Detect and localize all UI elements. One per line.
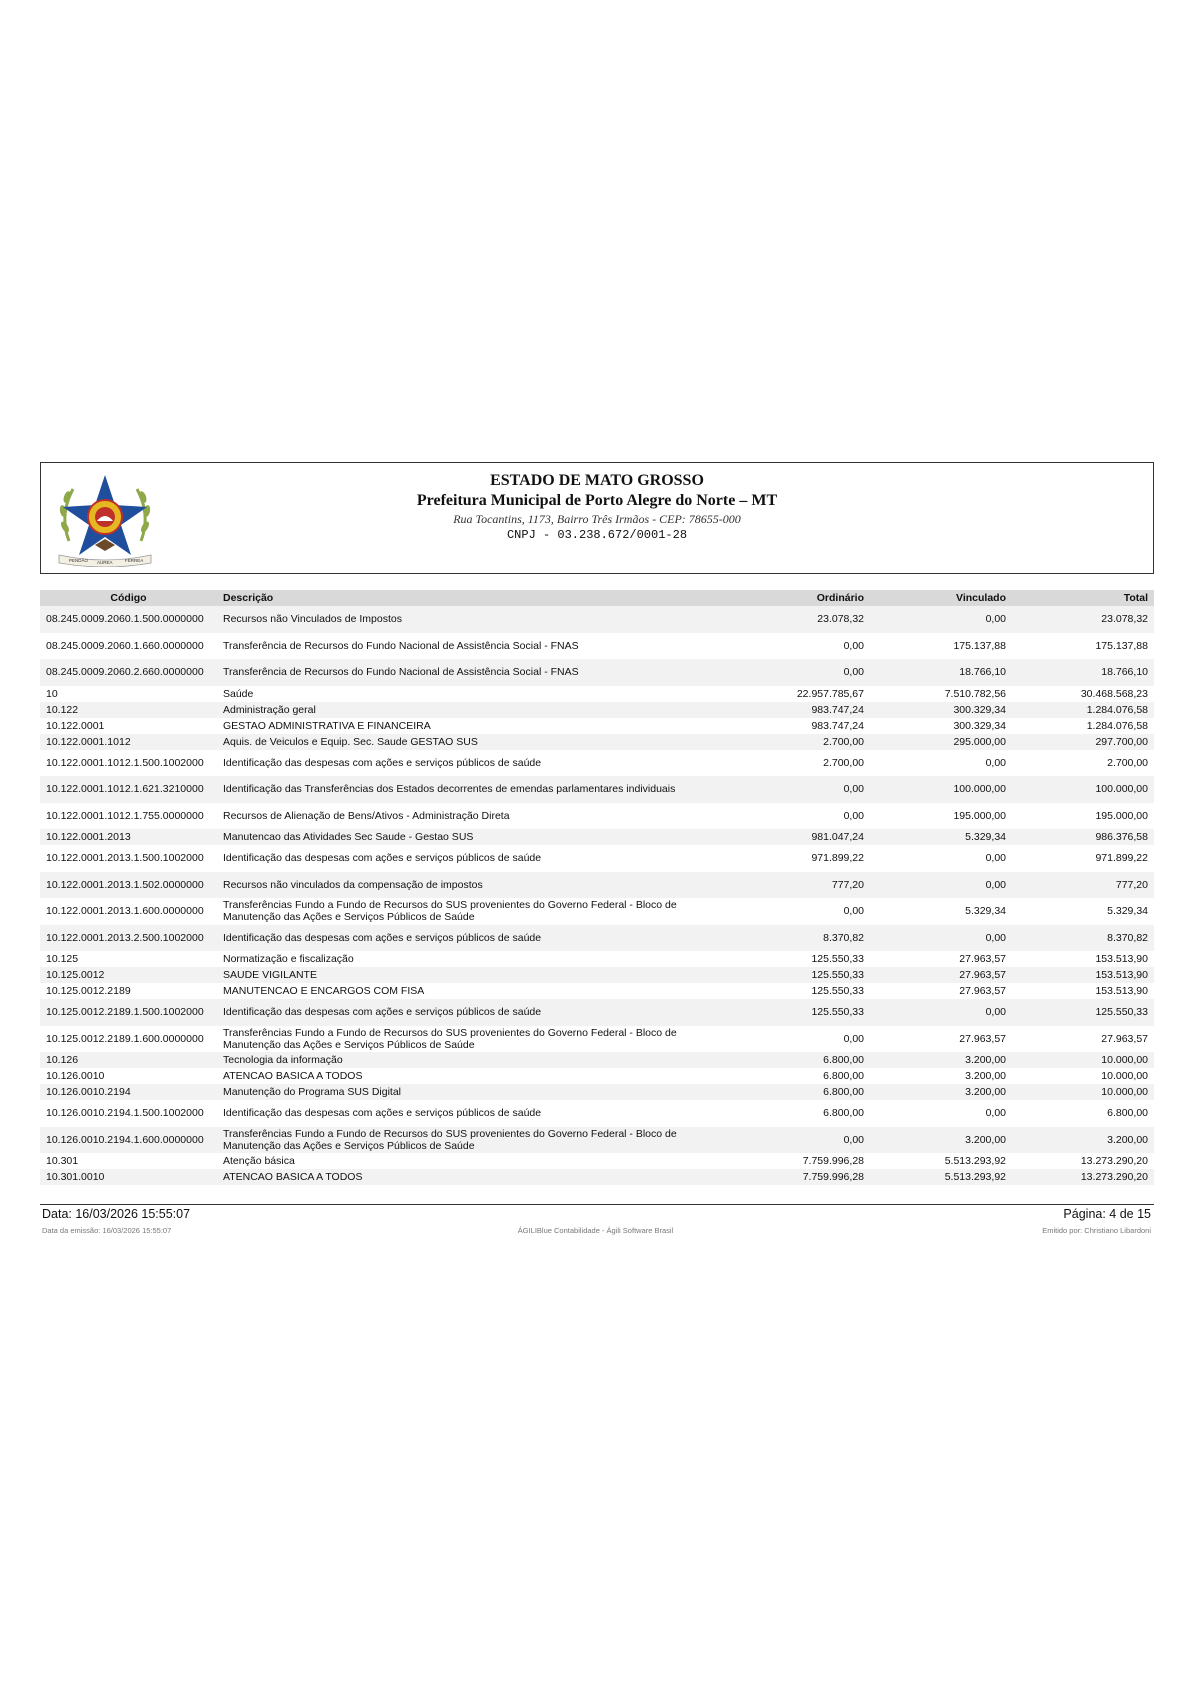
column-header-ordinario: Ordinário (728, 590, 870, 606)
cell-total: 10.000,00 (1012, 1084, 1154, 1100)
cell-code: 08.245.0009.2060.1.500.0000000 (40, 606, 217, 633)
description-line: Transferências Fundo a Fundo de Recursos do SUS provenientes do Governo Federal - Bloco de (223, 1127, 677, 1140)
description-line: Recursos de Alienação de Bens/Ativos - Administração Direta (223, 809, 510, 822)
emission-date: Data da emissão: 16/03/2026 15:55:07 (42, 1226, 172, 1235)
description-line: Identificação das despesas com ações e serviços públicos de saúde (223, 1107, 542, 1120)
cell-code: 10.126 (40, 1052, 217, 1068)
cell-ordinario: 0,00 (843, 1032, 864, 1045)
column-header-total: Total (1012, 590, 1154, 606)
logo-ribbon-text-3: FERREA (125, 558, 144, 563)
cell-description (217, 1084, 728, 1100)
cell-vinculado: 195.000,00 (953, 809, 1006, 822)
logo-ribbon-text-2: AUREA (97, 560, 113, 565)
cell-code: 10.126.0010.2194.1.600.0000000 (40, 1127, 217, 1154)
table-row (40, 925, 1154, 952)
cell-description (217, 659, 728, 686)
table-row (40, 633, 1154, 660)
cell-code: 10.122.0001.1012.1.621.3210000 (40, 776, 217, 803)
description-line: Identificação das despesas com ações e serviços públicos de saúde (223, 1006, 542, 1019)
cell-vinculado: 0,00 (985, 756, 1006, 769)
cell-code: 10.301.0010 (40, 1169, 217, 1185)
description-line: Identificação das despesas com ações e serviços públicos de saúde (223, 756, 542, 769)
cell-description (217, 1153, 728, 1169)
table-row (40, 1084, 1154, 1100)
cell-total: 3.200,00 (1012, 1127, 1154, 1154)
table-row (40, 845, 1154, 872)
cell-vinculado: 27.963,57 (870, 967, 1012, 983)
cell-vinculado: 5.329,34 (965, 905, 1006, 918)
cell-code: 10.122.0001.2013.2.500.1002000 (40, 925, 217, 952)
footer-date: Data: 16/03/2026 15:55:07 (42, 1207, 191, 1221)
cell-ordinario: 6.800,00 (728, 1052, 870, 1068)
description-line: ATENCAO BASICA A TODOS (223, 1070, 363, 1082)
cell-description (217, 718, 728, 734)
description-line: Manutenção das Ações e Serviços Públicos de Saúde (223, 911, 475, 924)
expense-report-table (40, 590, 1154, 1185)
description-line: Manutenção do Programa SUS Digital (223, 1086, 402, 1098)
description-line: Atenção básica (223, 1155, 295, 1167)
cell-total: 175.137,88 (1095, 639, 1148, 652)
cell-code: 10.126.0010 (46, 1070, 105, 1082)
cell-vinculado: 175.137,88 (953, 639, 1006, 652)
cell-vinculado: 5.329,34 (870, 829, 1012, 845)
cell-description (217, 999, 728, 1026)
cell-ordinario: 125.550,33 (728, 967, 870, 983)
cell-total: 1.284.076,58 (1086, 719, 1148, 732)
cell-ordinario: 125.550,33 (811, 985, 864, 997)
cell-code: 10.125.0012.2189 (46, 985, 131, 997)
cell-description (217, 951, 728, 967)
cell-ordinario: 125.550,33 (811, 953, 864, 965)
page-number: Página: 4 de 15 (1063, 1207, 1151, 1221)
cell-ordinario: 6.800,00 (728, 1084, 870, 1100)
state-name: ESTADO DE MATO GROSSO (490, 472, 704, 489)
cell-ordinario: 8.370,82 (728, 925, 870, 952)
cell-description (217, 925, 728, 952)
table-row (40, 951, 1154, 967)
cell-ordinario: 7.759.996,28 (728, 1169, 870, 1185)
cell-ordinario: 983.747,24 (728, 702, 870, 718)
cell-ordinario: 2.700,00 (728, 734, 870, 750)
table-row (40, 606, 1154, 633)
cell-ordinario: 0,00 (728, 776, 870, 803)
column-header-vinculado: Vinculado (870, 590, 1012, 606)
cell-code: 10.126.0010.2194 (40, 1084, 217, 1100)
description-line: Manutencao das Atividades Sec Saude - Gestao SUS (223, 831, 474, 843)
cell-vinculado: 0,00 (870, 606, 1012, 633)
description-line: Identificação das Transferências dos Estados decorrentes de emendas parlamentares individuais (223, 783, 676, 796)
cell-vinculado: 27.963,57 (959, 953, 1006, 965)
description-line: Tecnologia da informação (223, 1054, 343, 1066)
cell-total: 30.468.568,23 (1080, 687, 1148, 700)
cell-total: 6.800,00 (1107, 1107, 1148, 1120)
cell-code: 10.122.0001 (46, 719, 105, 732)
cell-vinculado: 5.513.293,92 (870, 1169, 1012, 1185)
cell-description (217, 1127, 728, 1154)
cell-total: 27.963,57 (1101, 1032, 1148, 1045)
cell-vinculado: 3.200,00 (965, 1070, 1006, 1082)
cell-description (217, 1068, 728, 1084)
cell-description (217, 734, 728, 750)
cell-code: 10.122.0001.2013 (40, 829, 217, 845)
cell-description (217, 1169, 728, 1185)
cell-total: 18.766,10 (1012, 659, 1154, 686)
description-line: GESTAO ADMINISTRATIVA E FINANCEIRA (223, 719, 431, 732)
cell-description (217, 633, 728, 660)
cell-total: 971.899,22 (1095, 852, 1148, 865)
logo-ribbon-text-1: PENDÃO (69, 558, 89, 563)
cell-vinculado: 300.329,34 (953, 719, 1006, 732)
description-line: Identificação das despesas com ações e serviços públicos de saúde (223, 931, 542, 944)
cell-description (217, 845, 728, 872)
table-body (40, 606, 1154, 1185)
cell-vinculado: 0,00 (870, 925, 1012, 952)
cell-ordinario: 6.800,00 (823, 1107, 864, 1120)
description-line: Aquis. de Veiculos e Equip. Sec. Saude GESTAO SUS (223, 735, 478, 748)
cell-ordinario: 0,00 (843, 809, 864, 822)
cell-total: 10.000,00 (1101, 1070, 1148, 1082)
description-line: Manutenção das Ações e Serviços Públicos de Saúde (223, 1038, 475, 1051)
cell-ordinario: 7.759.996,28 (802, 1155, 864, 1167)
cell-description (217, 983, 728, 999)
cell-vinculado: 7.510.782,56 (944, 687, 1006, 700)
table-row (40, 999, 1154, 1026)
table-row (40, 734, 1154, 750)
software-credit: ÁGILIBlue Contabilidade - Ágili Software Brasil (517, 1226, 674, 1235)
cell-ordinario: 971.899,22 (811, 852, 864, 865)
cell-total: 23.078,32 (1012, 606, 1154, 633)
table-row (40, 898, 1154, 925)
cell-code: 10.122.0001.1012.1.500.1002000 (46, 756, 204, 769)
table-row (40, 967, 1154, 983)
table-row (40, 1169, 1154, 1185)
cell-code: 08.245.0009.2060.1.660.0000000 (46, 639, 204, 652)
cell-vinculado: 3.200,00 (870, 1127, 1012, 1154)
cell-total: 8.370,82 (1012, 925, 1154, 952)
cell-code: 10.125 (46, 953, 79, 965)
cell-code: 10.301 (46, 1155, 79, 1167)
cell-total: 777,20 (1012, 872, 1154, 899)
cell-vinculado: 295.000,00 (870, 734, 1012, 750)
cell-description (217, 686, 728, 702)
table-row (40, 718, 1154, 734)
description-line: ATENCAO BASICA A TODOS (223, 1171, 363, 1183)
column-header-description: Descrição (217, 590, 728, 606)
table-row (40, 702, 1154, 718)
cell-description (217, 829, 728, 845)
description-line: Recursos não vinculados da compensação de impostos (223, 878, 483, 891)
description-line: Transferência de Recursos do Fundo Nacional de Assistência Social - FNAS (223, 666, 579, 679)
cell-vinculado: 5.513.293,92 (944, 1155, 1006, 1167)
cell-description (217, 702, 728, 718)
table-row (40, 1153, 1154, 1169)
cell-vinculado: 0,00 (870, 999, 1012, 1026)
cell-vinculado: 3.200,00 (870, 1052, 1012, 1068)
description-line: Administração geral (223, 703, 316, 716)
cell-ordinario: 983.747,24 (811, 719, 864, 732)
cell-description (217, 1100, 728, 1127)
cnpj: CNPJ - 03.238.672/0001-28 (506, 528, 688, 542)
description-line: Normatização e fiscalização (223, 953, 354, 965)
cell-total: 153.513,90 (1012, 967, 1154, 983)
description-line: Transferência de Recursos do Fundo Nacional de Assistência Social - FNAS (223, 639, 579, 652)
table-row (40, 803, 1154, 830)
cell-ordinario: 0,00 (843, 639, 864, 652)
cell-code: 10.122.0001.2013.1.502.0000000 (40, 872, 217, 899)
description-line: Saúde (223, 687, 254, 700)
table-header-row (40, 590, 1154, 606)
cell-ordinario: 777,20 (728, 872, 870, 899)
cell-description (217, 898, 728, 925)
cell-total: 153.513,90 (1095, 953, 1148, 965)
address: Rua Tocantins, 1173, Bairro Três Irmãos - CEP: 78655-000 (453, 512, 741, 526)
cell-code: 10.125.0012.2189.1.500.1002000 (40, 999, 217, 1026)
cell-vinculado: 27.963,57 (959, 985, 1006, 997)
cell-ordinario: 2.700,00 (823, 756, 864, 769)
cell-ordinario: 23.078,32 (728, 606, 870, 633)
cell-vinculado: 3.200,00 (870, 1084, 1012, 1100)
description-line: Identificação das despesas com ações e serviços públicos de saúde (223, 852, 542, 865)
cell-vinculado: 300.329,34 (870, 702, 1012, 718)
cell-ordinario: 981.047,24 (728, 829, 870, 845)
cell-code: 10.125.0012 (40, 967, 217, 983)
cell-vinculado: 100.000,00 (870, 776, 1012, 803)
cell-description (217, 872, 728, 899)
table-row (40, 776, 1154, 803)
cell-description (217, 1026, 728, 1053)
cell-description (217, 776, 728, 803)
cell-vinculado: 27.963,57 (959, 1032, 1006, 1045)
cell-total: 986.376,58 (1012, 829, 1154, 845)
table-row (40, 983, 1154, 999)
table-row (40, 1068, 1154, 1084)
table-row (40, 872, 1154, 899)
description-line: Recursos não Vinculados de Impostos (223, 613, 402, 626)
report-header (40, 462, 1154, 574)
table-row (40, 659, 1154, 686)
table-row (40, 686, 1154, 702)
cell-code: 10.126.0010.2194.1.500.1002000 (46, 1107, 204, 1120)
cell-total: 10.000,00 (1012, 1052, 1154, 1068)
table-row (40, 750, 1154, 777)
cell-vinculado: 0,00 (985, 1107, 1006, 1120)
description-line: MANUTENCAO E ENCARGOS COM FISA (223, 985, 425, 997)
cell-vinculado: 0,00 (985, 852, 1006, 865)
cell-total: 13.273.290,20 (1012, 1169, 1154, 1185)
cell-ordinario: 22.957.785,67 (796, 687, 864, 700)
cell-ordinario: 0,00 (728, 1127, 870, 1154)
cell-code: 10.122.0001.1012 (40, 734, 217, 750)
cell-description (217, 967, 728, 983)
cell-total: 100.000,00 (1012, 776, 1154, 803)
cell-code: 10.122.0001.1012.1.755.0000000 (46, 809, 204, 822)
cell-total: 2.700,00 (1107, 756, 1148, 769)
cell-total: 153.513,90 (1095, 985, 1148, 997)
cell-total: 297.700,00 (1012, 734, 1154, 750)
cell-description (217, 750, 728, 777)
column-header-code: Código (40, 590, 217, 606)
cell-description (217, 1052, 728, 1068)
city-hall-name: Prefeitura Municipal de Porto Alegre do Norte – MT (416, 492, 778, 509)
table-row (40, 1100, 1154, 1127)
table-row (40, 1127, 1154, 1154)
cell-code: 10 (46, 687, 58, 700)
cell-ordinario: 0,00 (728, 659, 870, 686)
description-line: SAUDE VIGILANTE (223, 969, 317, 981)
cell-code: 10.122 (40, 702, 217, 718)
cell-vinculado: 18.766,10 (870, 659, 1012, 686)
cell-vinculado: 0,00 (870, 872, 1012, 899)
cell-ordinario: 0,00 (843, 905, 864, 918)
footer-divider (40, 1204, 1154, 1205)
cell-code: 10.122.0001.2013.1.600.0000000 (46, 905, 204, 918)
cell-code: 08.245.0009.2060.2.660.0000000 (40, 659, 217, 686)
table-row (40, 1026, 1154, 1053)
cell-total: 195.000,00 (1095, 809, 1148, 822)
cell-total: 125.550,33 (1012, 999, 1154, 1026)
cell-description (217, 803, 728, 830)
cell-ordinario: 6.800,00 (823, 1070, 864, 1082)
cell-total: 5.329,34 (1107, 905, 1148, 918)
table-row (40, 1052, 1154, 1068)
cell-total: 1.284.076,58 (1012, 702, 1154, 718)
cell-total: 13.273.290,20 (1080, 1155, 1148, 1167)
cell-ordinario: 125.550,33 (728, 999, 870, 1026)
cell-description (217, 606, 728, 633)
cell-code: 10.122.0001.2013.1.500.1002000 (46, 852, 204, 865)
cell-code: 10.125.0012.2189.1.600.0000000 (46, 1032, 204, 1045)
table-row (40, 829, 1154, 845)
issued-by: Emitido por: Christiano Libardoni (1042, 1226, 1151, 1235)
description-line: Transferências Fundo a Fundo de Recursos do SUS provenientes do Governo Federal - Bloco de (223, 1026, 677, 1039)
description-line: Manutenção das Ações e Serviços Públicos de Saúde (223, 1139, 475, 1152)
description-line: Transferências Fundo a Fundo de Recursos do SUS provenientes do Governo Federal - Bloco de (223, 899, 677, 912)
